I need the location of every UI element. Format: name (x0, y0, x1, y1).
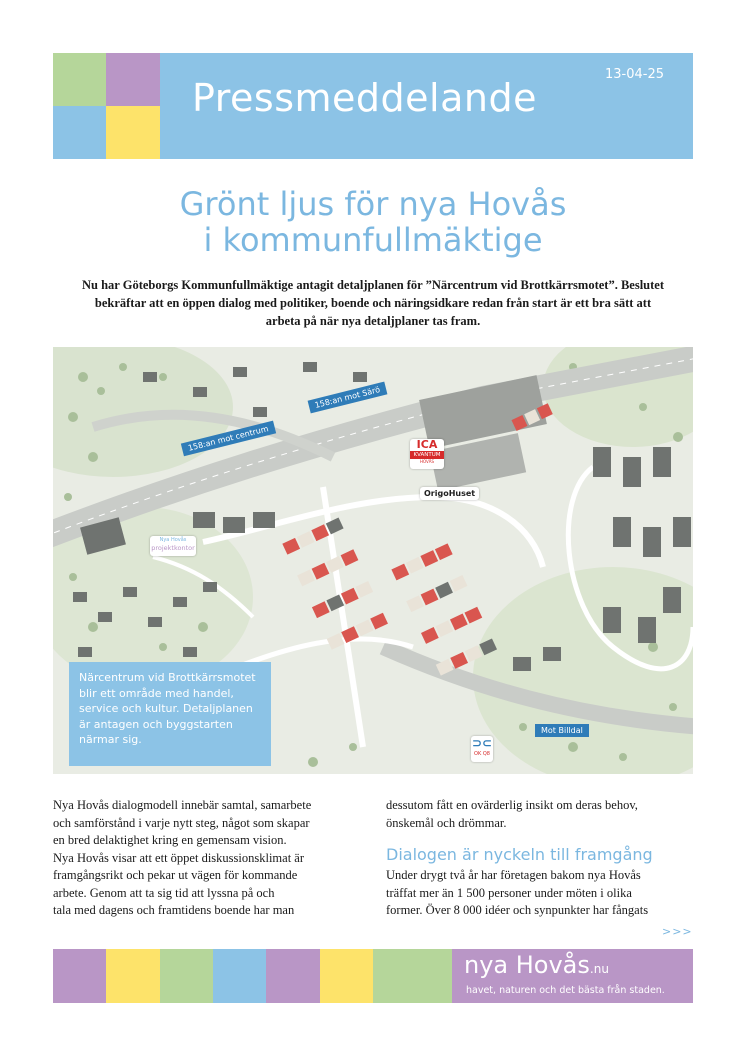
footer-logo-suffix: .nu (589, 962, 609, 976)
body-column-1 (53, 797, 373, 920)
origohuset-marker: OrigoHuset (420, 487, 479, 500)
body-line: önskemål och drömmar. (386, 815, 507, 830)
sign-to-billdal: Mot Billdal (535, 724, 589, 737)
body-line: former. Över 8 000 idéer och synpunkter har fångats (386, 903, 649, 917)
footer-stripe-green-2 (373, 949, 452, 1003)
body-column-2-bottom (386, 867, 696, 920)
ica-kvantum-text: KVANTUM (410, 451, 444, 459)
map-caption: Närcentrum vid Brottkärrsmotet blir ett område med handel, service och kultur. Detaljplanen är antagen och byggstarten närmar sig. (69, 662, 271, 766)
sign-to-centrum: 158:an mot centrum (181, 421, 276, 456)
ica-logo-text: ICA (416, 438, 438, 451)
footer-stripe-green (160, 949, 213, 1003)
projektkontor-logo-text: Nya Hovås (159, 537, 187, 543)
footer-logo (464, 951, 609, 979)
sign-to-saro: 158:an mot Särö (308, 382, 388, 414)
projektkontor-text: projektkontor (151, 544, 195, 552)
page-title: Pressmeddelande (192, 76, 537, 120)
body-column-2-top (386, 797, 696, 832)
body-line: dessutom fått en ovärderlig insikt om deras behov, (386, 798, 638, 812)
body-line: arbete. Genom att ta sig tid att lyssna på och (53, 885, 275, 900)
body-line: och samförstånd i varje nytt steg, något som skapar (53, 815, 310, 830)
footer-stripe-yellow (106, 949, 160, 1003)
footer-tagline: havet, naturen och det bästa från staden. (466, 985, 665, 996)
header-block-blue (53, 106, 106, 159)
body-line: Under drygt två år har företagen bakom nya Hovås (386, 868, 641, 882)
body-line: Nya Hovås dialogmodell innebär samtal, samarbete (53, 798, 312, 812)
header-block-yellow (106, 106, 160, 159)
footer-logo-text: nya Hovås (464, 951, 590, 979)
ica-hovas-text: HOVÅS (419, 459, 435, 464)
body-line: framgångsrikt och pekar ut vägen för kommande (53, 868, 298, 882)
body-line: tala med dagens och framtidens boende har man (53, 903, 295, 917)
header-block-purple (106, 53, 160, 106)
headline (0, 186, 746, 258)
lead-paragraph: Nu har Göteborgs Kommunfullmäktige antagit detaljplanen för ”Närcentrum vid Brottkärrsmotet”. Beslutet bekräftar att en öppen dialog med politiker, boende och näringsidkare redan från start är ett bra sätt att arbeta på när nya detaljplaner tas fram. (81, 278, 665, 328)
publish-date: 13-04-25 (605, 67, 665, 82)
body-line: en bred delaktighet kring en gemensam vision. (53, 833, 287, 847)
body-line: Nya Hovås visar att ett öppet diskussionsklimat är (53, 850, 305, 865)
continue-arrows[interactable]: >>> (662, 925, 693, 938)
headline-line-2: i kommunfullmäktige (203, 221, 543, 259)
ok-q8-marker (471, 736, 493, 762)
headline-line-1: Grönt ljus för nya Hovås (179, 185, 567, 223)
body-line: träffat mer än 1 500 personer under möten i olika (386, 885, 632, 900)
footer-stripe-blue (213, 949, 266, 1003)
ica-kvantum-marker (410, 439, 444, 469)
section-heading: Dialogen är nyckeln till framgång (386, 845, 653, 864)
footer-stripe-purple (53, 949, 106, 1003)
footer-stripe-yellow-2 (320, 949, 373, 1003)
footer-stripe-purple-2 (266, 949, 320, 1003)
header-block-green (53, 53, 106, 106)
ok-q8-text: OK Q8 (474, 751, 490, 757)
projektkontor-marker (150, 536, 196, 556)
ok-q8-icon: ⊃⊂ (471, 736, 493, 750)
